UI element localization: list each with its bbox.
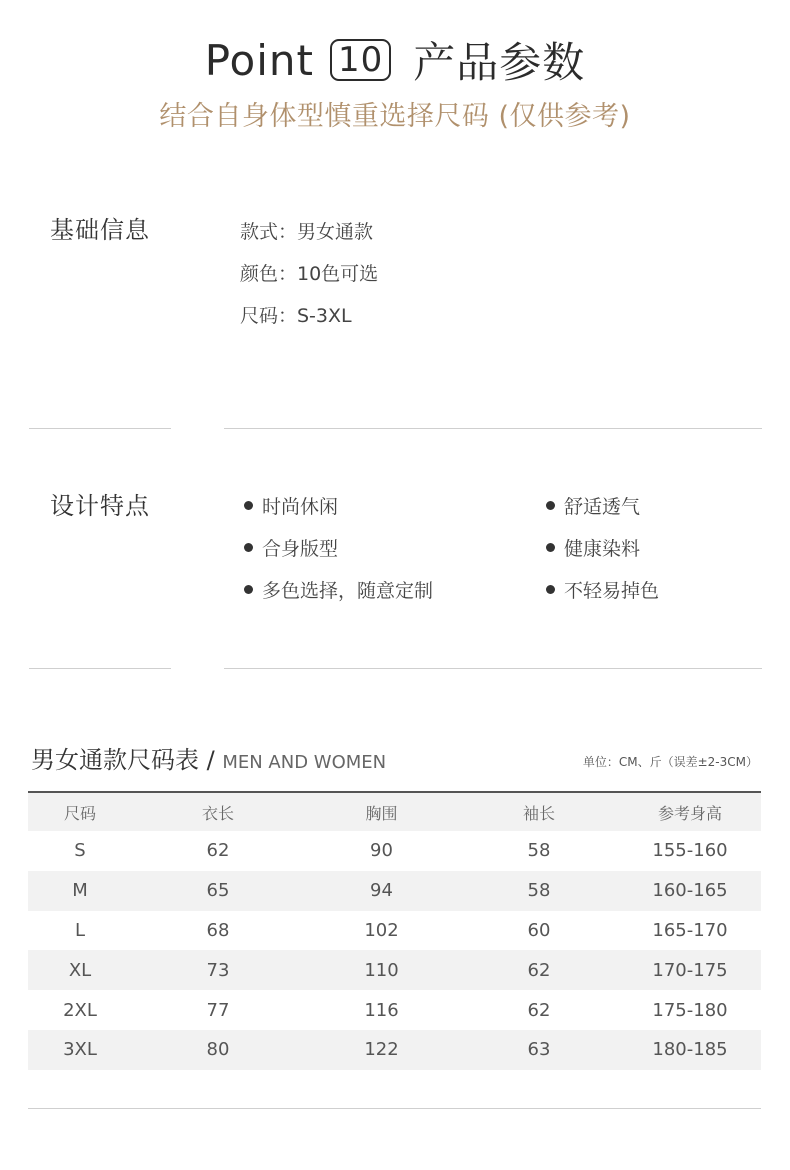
- table-cell: 65: [132, 871, 304, 911]
- table-cell: 62: [206, 840, 230, 862]
- subtitle: 结合自身体型慎重选择尺码 (仅供参考): [159, 101, 631, 132]
- table-cell: 122: [304, 1030, 459, 1070]
- size-table-title: 男女通款尺码表 / MEN AND WOMEN: [31, 746, 387, 774]
- size-table-unit: 单位：CM、斤（误差±2-3CM）: [582, 755, 758, 769]
- design-heading: 设计特点: [50, 492, 150, 520]
- column-header: 胸围: [304, 793, 459, 831]
- page-title: [0, 30, 790, 90]
- bullet-icon: [546, 501, 555, 510]
- table-cell: 58: [459, 871, 619, 911]
- table-cell: 77: [206, 999, 230, 1021]
- table-row: [28, 990, 761, 1030]
- table-row: [28, 871, 761, 911]
- table-cell: 102: [364, 919, 399, 941]
- table-cell: 62: [527, 999, 551, 1021]
- table-cell: 3XL: [28, 1030, 132, 1070]
- column-header: 尺码: [28, 793, 132, 831]
- table-row: [28, 1030, 761, 1070]
- feature-item: 舒适透气: [546, 492, 640, 519]
- table-cell: 2XL: [63, 999, 97, 1021]
- table-cell: 90: [370, 840, 393, 862]
- table-header-row: [28, 793, 761, 831]
- table-cell: 160-165: [619, 871, 761, 911]
- bullet-icon: [546, 585, 555, 594]
- table-cell: 80: [132, 1030, 304, 1070]
- table-cell: 60: [527, 919, 551, 941]
- table-cell: 63: [459, 1030, 619, 1070]
- table-cell: 180-185: [619, 1030, 761, 1070]
- table-cell: XL: [28, 950, 132, 990]
- table-cell: S: [74, 840, 86, 862]
- section-title: 产品参数: [413, 38, 586, 87]
- bullet-icon: [244, 585, 253, 594]
- table-cell: 110: [304, 950, 459, 990]
- size-table: [28, 793, 761, 1070]
- table-row: [28, 831, 761, 871]
- feature-item: 合身版型: [244, 534, 338, 561]
- table-cell: L: [74, 919, 86, 941]
- divider: [29, 668, 171, 669]
- column-header: 袖长: [459, 793, 619, 831]
- table-row: [28, 911, 761, 951]
- table-cell: 62: [459, 950, 619, 990]
- table-cell: M: [28, 871, 132, 911]
- table-cell: 68: [206, 919, 230, 941]
- bullet-icon: [244, 501, 253, 510]
- table-cell: 94: [304, 871, 459, 911]
- point-label: Point: [204, 35, 314, 85]
- table-cell: 58: [527, 840, 551, 862]
- table-cell: 165-170: [652, 919, 728, 941]
- feature-item: 时尚休闲: [244, 492, 338, 519]
- info-color: 颜色：10色可选: [240, 263, 379, 285]
- divider: [28, 1108, 761, 1109]
- basic-info-heading: 基础信息: [50, 216, 150, 244]
- divider: [224, 668, 762, 669]
- feature-item: 多色选择，随意定制: [244, 576, 433, 603]
- bullet-icon: [546, 543, 555, 552]
- info-size: 尺码：S-3XL: [240, 305, 352, 327]
- table-cell: 73: [132, 950, 304, 990]
- table-cell: 170-175: [619, 950, 761, 990]
- column-header: 衣长: [132, 793, 304, 831]
- size-table-title-en: MEN AND WOMEN: [222, 752, 387, 773]
- table-cell: 155-160: [652, 840, 728, 862]
- feature-item: 不轻易掉色: [546, 576, 659, 603]
- table-row: [28, 950, 761, 990]
- divider: [224, 428, 762, 429]
- feature-item: 健康染料: [546, 534, 640, 561]
- divider: [29, 428, 171, 429]
- table-cell: 116: [364, 999, 399, 1021]
- bullet-icon: [244, 543, 253, 552]
- table-cell: 175-180: [652, 999, 728, 1021]
- info-style: 款式：男女通款: [240, 221, 374, 243]
- point-number-badge: 10: [330, 39, 391, 81]
- column-header: 参考身高: [619, 793, 761, 831]
